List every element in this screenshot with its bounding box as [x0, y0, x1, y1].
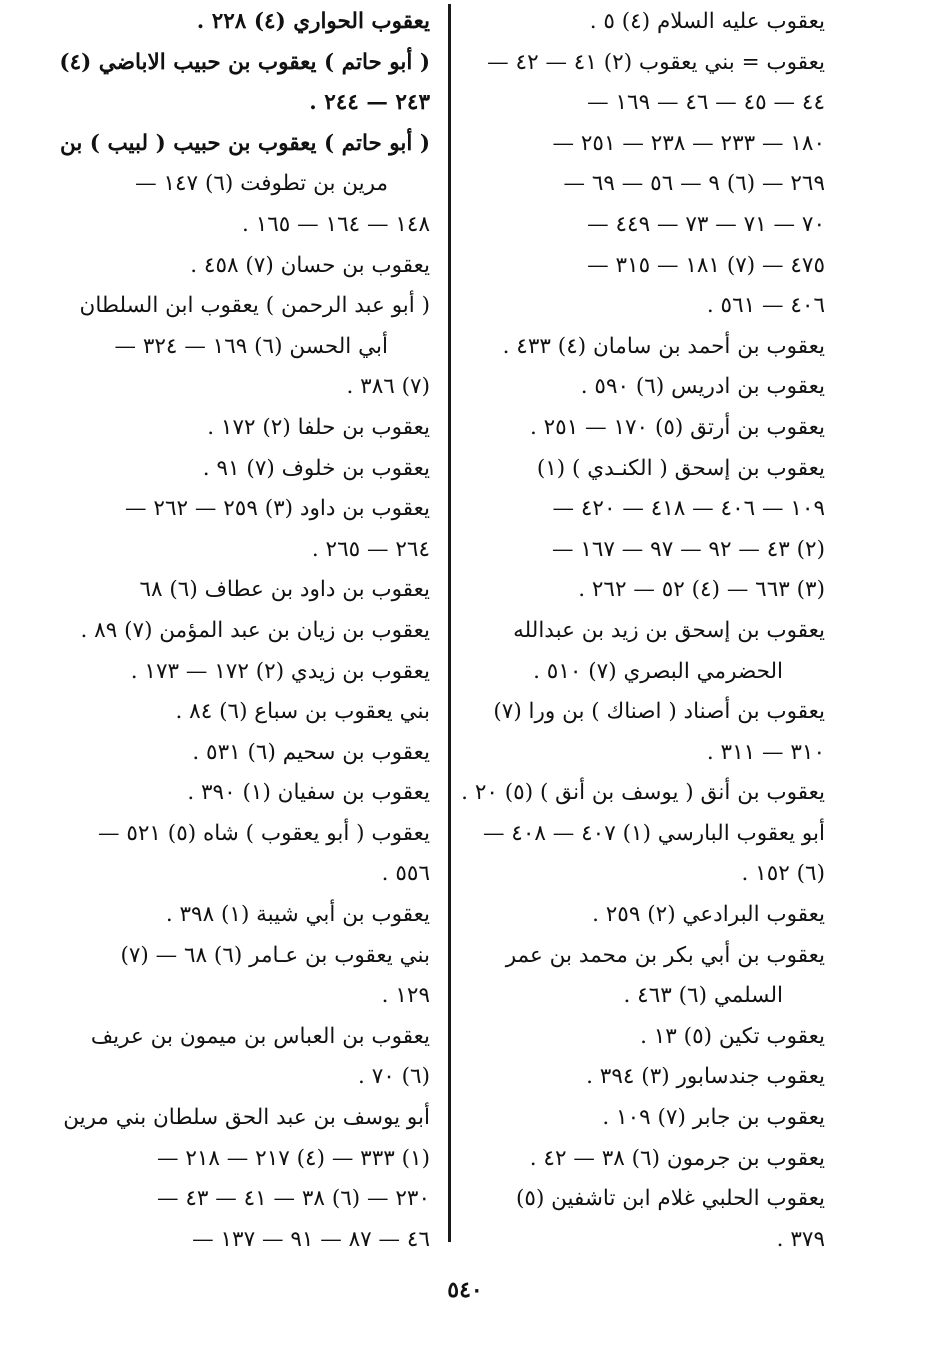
index-entry-line: (١) ٣٣٣ — (٤) ٢١٧ — ٢١٨ —	[156, 1145, 430, 1171]
index-entry-line: يعقوب بن سحيم (٦) ٥٣١ .	[192, 739, 430, 765]
index-entry-line: يعقوب بن إسحق بن زيد بن عبدالله	[513, 617, 825, 643]
index-entry-line: ١٤٨ — ١٦٤ — ١٦٥ .	[242, 211, 430, 237]
index-entry-line: يعقوب بن سفيان (١) ٣٩٠ .	[187, 780, 430, 806]
index-entry-line: يعقوب بن داود بن عطاف (٦) ٦٨	[139, 577, 430, 603]
index-entry-line: يعقوب البرادعي (٢) ٢٥٩ .	[592, 902, 825, 928]
index-entry-line: يعقوب الحلبي غلام ابن تاشفين (٥)	[515, 1186, 825, 1212]
index-entry-line: بني يعقوب بن سباع (٦) ٨٤ .	[175, 699, 430, 725]
index-entry-line: ١٢٩ .	[381, 983, 430, 1009]
index-entry-line: أبي الحسن (٦) ١٦٩ — ٣٢٤ —	[114, 333, 388, 359]
index-entry-line: يعقوب بن أبي بكر بن محمد بن عمر	[505, 942, 825, 968]
index-entry-line: ٢٦٩ — (٦) ٩ — ٥٦ — ٦٩ —	[563, 171, 825, 197]
index-entry-line: يعقوب ( أبو يعقوب ) شاه (٥) ٥٢١ —	[97, 820, 430, 846]
index-entry-line: أبو يوسف بن عبد الحق سلطان بني مرين	[63, 1105, 430, 1131]
index-entry-line: (٣) ٦٦٣ — (٤) ٥٢ — ٢٦٢ .	[578, 577, 825, 603]
index-entry-line: يعقوب بن جابر (٧) ١٠٩ .	[602, 1105, 825, 1131]
index-entry-line: يعقوب بن داود (٣) ٢٥٩ — ٢٦٢ —	[125, 496, 430, 522]
index-entry-line: يعقوب الحواري (٤) ٢٢٨ .	[196, 9, 430, 34]
index-entry-line: يعقوب تكين (٥) ١٣ .	[640, 1023, 825, 1049]
index-entry-line: يعقوب بن أرتق (٥) ١٧٠ — ٢٥١ .	[529, 414, 825, 440]
index-entry-line: يعقوب بن جرمون (٦) ٣٨ — ٤٢ .	[529, 1145, 825, 1171]
index-entry-line: ٧٠ — ٧١ — ٧٣ — ٤٤٩ —	[587, 211, 825, 237]
index-entry-line: يعقوب = بني يعقوب (٢) ٤١ — ٤٢ —	[487, 49, 825, 75]
index-entry-line: (٦) ٧٠ .	[358, 1064, 430, 1090]
index-entry-line: ٤٤ — ٤٥ — ٤٦ — ١٦٩ —	[587, 90, 825, 116]
index-entry-line: بني يعقوب بن عـامر (٦) ٦٨ — (٧)	[120, 942, 430, 968]
index-entry-line: ٣١٠ — ٣١١ .	[706, 739, 825, 765]
index-entry-line: يعقوب بن العباس بن ميمون بن عريف	[90, 1023, 430, 1049]
index-entry-line: ٢٣٠ — (٦) ٣٨ — ٤١ — ٤٣ —	[156, 1186, 430, 1212]
index-entry-line: يعقوب بن زيان بن عبد المؤمن (٧) ٨٩ .	[80, 617, 430, 643]
index-entry-line: ٢٤٣ — ٢٤٤ .	[309, 90, 430, 116]
index-entry-line: يعقوب بن أنق ( يوسف بن أنق ) (٥) ٢٠ .	[461, 780, 825, 806]
index-entry-line: ٢٦٤ — ٢٦٥ .	[311, 536, 430, 562]
index-entry-line: ( أبو عبد الرحمن ) يعقوب ابن السلطان	[79, 293, 430, 319]
index-entry-line: ١٨٠ — ٢٣٣ — ٢٣٨ — ٢٥١ —	[552, 130, 825, 156]
index-entry-line: يعقوب بن خلوف (٧) ٩١ .	[202, 455, 430, 481]
index-entry-line: ٣٧٩ .	[776, 1226, 825, 1252]
index-entry-line: أبو يعقوب البارسي (١) ٤٠٧ — ٤٠٨ —	[482, 820, 825, 846]
column-divider	[448, 4, 451, 1242]
index-entry-line: ٤٧٥ — (٧) ١٨١ — ٣١٥ —	[587, 252, 825, 278]
index-entry-line: (٢) ٤٣ — ٩٢ — ٩٧ — ١٦٧ —	[551, 536, 825, 562]
index-entry-line: يعقوب بن زيدي (٢) ١٧٢ — ١٧٣ .	[130, 658, 430, 684]
index-entry-line: السلمي (٦) ٤٦٣ .	[623, 983, 783, 1009]
index-entry-line: يعقوب عليه السلام (٤) ٥ .	[589, 9, 825, 34]
index-entry-line: يعقوب بن أحمد بن سامان (٤) ٤٣٣ .	[502, 333, 825, 359]
index-entry-line: يعقوب بن حلفا (٢) ١٧٢ .	[207, 414, 430, 440]
index-entry-line: ٤٦ — ٨٧ — ٩١ — ١٣٧ —	[192, 1226, 430, 1252]
index-entry-line: (٧) ٣٨٦ .	[346, 374, 430, 400]
index-entry-line: يعقوب بن إسحق ( الكنـدي ) (١)	[536, 455, 825, 481]
index-entry-line: مرين بن تطوفت (٦) ١٤٧ —	[135, 171, 388, 197]
left-index-column	[59, 0, 430, 1260]
index-entry-line: الحضرمي البصري (٧) ٥١٠ .	[533, 658, 783, 684]
index-entry-line: ٥٥٦ .	[381, 861, 430, 887]
index-entry-line: يعقوب بن حسان (٧) ٤٥٨ .	[190, 252, 430, 278]
index-entry-line: يعقوب بن أبي شيبة (١) ٣٩٨ .	[165, 902, 430, 928]
index-entry-line: (٦) ١٥٢ .	[741, 861, 825, 887]
index-entry-line: يعقوب بن أصناد ( اصناك ) بن ورا (٧)	[493, 699, 825, 725]
right-index-column	[461, 0, 825, 1260]
index-entry-line: ( أبو حاتم ) يعقوب بن حبيب ( لبيب ) بن	[59, 130, 430, 156]
index-entry-line: ١٠٩ — ٤٠٦ — ٤١٨ — ٤٢٠ —	[552, 496, 825, 522]
index-entry-line: ( أبو حاتم ) يعقوب بن حبيب الاباضي (٤)	[59, 49, 430, 75]
page-number: ٥٤٠	[447, 1277, 483, 1303]
index-entry-line: يعقوب جندسابور (٣) ٣٩٤ .	[586, 1064, 825, 1090]
index-entry-line: ٤٠٦ — ٥٦١ .	[706, 293, 825, 319]
index-entry-line: يعقوب بن ادريس (٦) ٥٩٠ .	[580, 374, 825, 400]
